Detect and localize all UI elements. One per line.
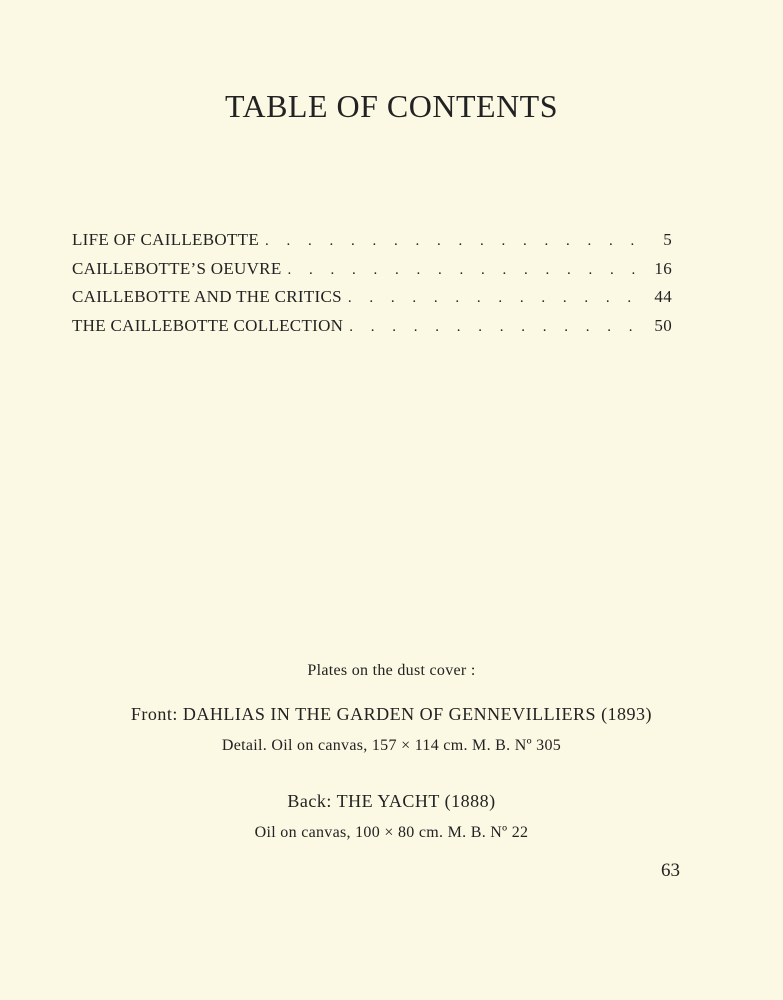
toc-entry <box>72 230 672 259</box>
page-title: TABLE OF CONTENTS <box>224 88 559 124</box>
toc-entry-page: 50 <box>654 315 672 335</box>
toc-entry-title: CAILLEBOTTE’S OEUVRE <box>72 258 282 278</box>
toc-entry <box>72 287 672 316</box>
toc-leader-dots <box>349 319 646 336</box>
plates-heading: Plates on the dust cover : <box>307 662 476 679</box>
plate-back-caption: Back: THE YACHT (1888) <box>287 791 496 811</box>
plate-back-detail: Oil on canvas, 100 × 80 cm. M. B. Nº 22 <box>254 824 529 841</box>
toc-entry-page: 16 <box>654 258 672 278</box>
toc-leader-dots <box>288 262 646 279</box>
toc-entry <box>72 316 672 345</box>
table-of-contents <box>72 230 672 344</box>
toc-leader-dots <box>348 290 646 307</box>
toc-entry-page: 5 <box>663 230 672 249</box>
dust-cover-plates <box>0 662 783 842</box>
plate-front-detail: Detail. Oil on canvas, 157 × 114 cm. M. B. Nº 305 <box>221 737 562 754</box>
toc-entry <box>72 259 672 288</box>
page-number: 63 <box>661 860 680 881</box>
plate-front-caption: Front: DAHLIAS IN THE GARDEN OF GENNEVILLIERS (1893) <box>130 704 653 724</box>
toc-leader-dots <box>265 233 646 250</box>
toc-entry-title: THE CAILLEBOTTE COLLECTION <box>72 315 344 335</box>
toc-entry-title: LIFE OF CAILLEBOTTE <box>72 230 260 249</box>
toc-entry-page: 44 <box>654 287 672 306</box>
toc-entry-title: CAILLEBOTTE AND THE CRITICS <box>72 287 342 306</box>
